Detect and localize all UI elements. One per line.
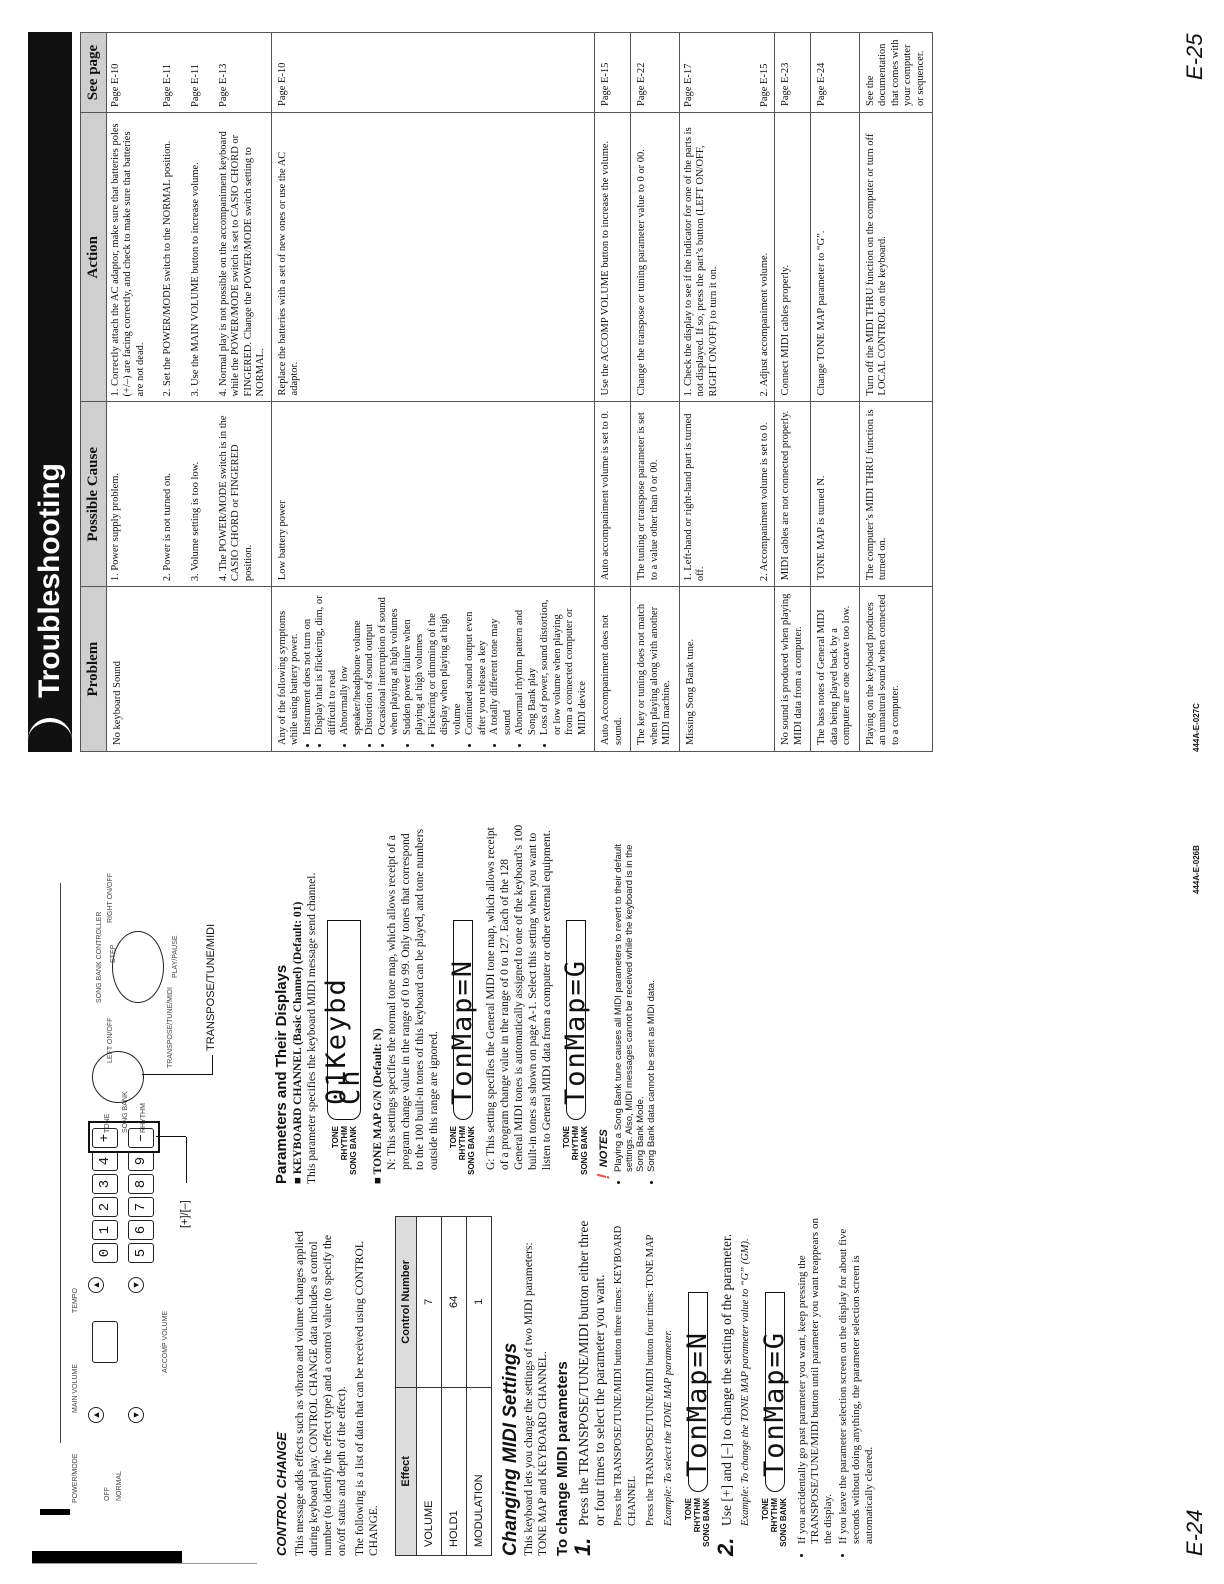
cause-entry: 1. Left-hand or right-hand part is turned off.: [682, 413, 706, 582]
column-header: Control Number: [396, 1217, 417, 1388]
lcd-display-example: [446, 822, 478, 1178]
list-item: • Occasional interruption of sound when playing at high volumes: [377, 593, 402, 735]
kbd-channel-title: ■ KEYBOARD CHANNEL (Basic Channel) (Default: 01): [292, 901, 304, 1184]
panel-mark: [40, 1509, 70, 1515]
panel-edge: [32, 1551, 182, 1563]
page-cell: [679, 33, 775, 113]
lcd-text: TonMap=G: [765, 1292, 785, 1492]
panel-top-edge: [42, 883, 61, 1443]
action-entry: 4. Normal play is not possible on the accompaniment keyboard while the POWER/MODE switch is set to CASIO CHORD or FINGERED. Change the POWER/MODE switch setting to NORMAL.: [217, 131, 266, 397]
column-header: Effect: [396, 1387, 417, 1555]
step-1: [570, 1216, 608, 1556]
page-cell: Page E-23: [775, 33, 811, 113]
callout-transpose: TRANSPOSE/TUNE/MIDI: [205, 923, 217, 1051]
step-text: Press the TRANSPOSE/TUNE/MIDI button either three or four times to select the parameter you want.: [576, 1220, 607, 1526]
parameters-heading: Parameters and Their Displays: [273, 964, 290, 1184]
mode-labels: [684, 1498, 711, 1550]
page-entry: Page E-17: [682, 63, 694, 108]
lcd-text: TonMap=N: [688, 1292, 708, 1492]
problem-cell: No sound is produced when playing MIDI data from a computer.: [775, 587, 811, 752]
page-entry: Page E-13: [217, 63, 229, 108]
control-change-table: [395, 1216, 492, 1556]
notes-heading: [597, 822, 611, 1184]
number-key[interactable]: 3: [92, 1174, 118, 1194]
column-header: Problem: [81, 587, 107, 752]
action-cell: Change the transpose or tuning parameter value to 0 or 00.: [631, 113, 680, 402]
number-key[interactable]: 7: [128, 1197, 154, 1217]
left-column: [275, 1216, 878, 1556]
number-cell: 7: [417, 1217, 442, 1388]
panel-label: RHYTHM: [140, 1103, 147, 1133]
mode-label: SONG BANK: [580, 1126, 589, 1175]
table-row: [859, 33, 933, 752]
callout-line: [156, 1136, 186, 1137]
list-item: • Continued sound output even after you release a key: [464, 593, 489, 735]
step-bullets: [796, 1216, 876, 1556]
step-number: 1.: [570, 1537, 595, 1556]
problem-cell: No keyboard Sound: [106, 587, 271, 752]
list-item: • Display that is flickering, dim, or difficult to read: [314, 593, 339, 735]
step1-note: Press the TRANSPOSE/TUNE/MIDI button four times: TONE MAP: [645, 1234, 656, 1526]
tone-map-title: ■ TONE MAP G/N (Default: N): [372, 1028, 384, 1184]
cause-entry: 2. Accompaniment volume is set to 0.: [758, 422, 770, 582]
action-cell: Connect MIDI cables properly.: [775, 113, 811, 402]
cause-cell: The computer’s MIDI THRU function is turned on.: [859, 402, 933, 587]
mode-label: RHYTHM: [693, 1498, 702, 1533]
page-cell: Page E-24: [811, 33, 860, 113]
panel-label: RIGHT ON/OFF: [107, 872, 114, 923]
panel-label: ACCOMP VOLUME: [162, 1310, 169, 1373]
document-code: 444A-E-027C: [1192, 703, 1201, 752]
step2-example: Example: To change the TONE MAP parameter value to “G” (GM).: [740, 1238, 751, 1526]
notes-list: [613, 822, 657, 1184]
callout-plus-minus: [+]/[–]: [179, 1200, 191, 1228]
number-key[interactable]: 6: [128, 1220, 154, 1240]
lcd-display-example: [758, 1216, 790, 1550]
troubleshooting-table: [80, 32, 933, 752]
table-row: [467, 1217, 492, 1556]
panel-label: PLAY/PAUSE: [172, 935, 179, 978]
action-cell: Change TONE MAP parameter to “G”.: [811, 113, 860, 402]
mode-labels: [331, 1126, 358, 1178]
problem-cell: The bass notes of General MIDI data being played back by a computer are one octave too low.: [811, 587, 860, 752]
cause-entry: 3. Volume setting is too low.: [189, 461, 201, 582]
control-change-body2: The following is a list of data that can be received using CONTROL CHANGE.: [354, 1241, 380, 1556]
number-cell: 1: [467, 1217, 492, 1388]
panel-label: TRANSPOSE/TUNE/MIDI: [167, 987, 174, 1068]
tone-map-n-desc: N: This settings specifies the normal tone map, which allows receipt of a program change value in the range of 0 to 99. Only tones that correspond to the 100 built-in tones of this keyboard can be played, and tone numbers outside this range are ignored.: [386, 828, 440, 1170]
mode-label: TONE: [761, 1498, 770, 1521]
panel-label: NORMAL: [116, 1471, 123, 1501]
number-key[interactable]: 1: [92, 1220, 118, 1240]
action-cell: Turn off the MIDI THRU function on the computer or turn off LOCAL CONTROL on the keyboard.: [859, 113, 933, 402]
table-row: [631, 33, 680, 752]
number-key[interactable]: 9: [128, 1151, 154, 1171]
table-row: [106, 33, 271, 752]
keyboard-panel-illustration: [32, 828, 257, 1564]
panel-label: STEP: [110, 944, 117, 963]
cause-entry: 2. Power is not turned on.: [161, 472, 173, 582]
column-header: See page: [81, 33, 107, 113]
cause-cell: [679, 402, 775, 587]
mode-label: TONE: [562, 1126, 571, 1149]
tempo-down-icon[interactable]: ▼: [128, 1277, 144, 1293]
panel-label: TEMPO: [72, 1288, 79, 1313]
page-cell: Page E-22: [631, 33, 680, 113]
list-item: • If you leave the parameter selection screen on the display for about five seconds without doing anything, the parameter selection screen is automatically cleared.: [837, 1216, 876, 1544]
step-2: [713, 1216, 738, 1556]
tempo-up-icon[interactable]: ▲: [88, 1277, 104, 1293]
cause-cell: MIDI cables are not connected properly.: [775, 402, 811, 587]
callout-line: [212, 1055, 213, 1075]
number-key[interactable]: 8: [128, 1174, 154, 1194]
page-entry: Page E-11: [161, 63, 173, 108]
page-entry: Page E-15: [758, 63, 770, 108]
cause-entry: 4. The POWER/MODE switch is in the CASIO CHORD or FINGERED position.: [217, 415, 254, 582]
problem-cell: Auto Accompaniment does not sound.: [595, 587, 631, 752]
right-column: [275, 822, 659, 1184]
callout-line: [142, 1074, 212, 1075]
mode-label: RHYTHM: [571, 1126, 580, 1161]
panel-label: SONG BANK CONTROLLER: [96, 911, 103, 1003]
step1-example: Example: To select the TONE MAP parameter.: [663, 1329, 674, 1526]
mode-select-pad[interactable]: [92, 1051, 144, 1103]
kbd-channel-desc: This parameter specifies the keyboard MIDI message send channel.: [306, 872, 318, 1184]
column-header: Possible Cause: [81, 402, 107, 587]
page-entry: Page E-10: [109, 63, 121, 108]
table-row: [417, 1217, 442, 1556]
number-key[interactable]: 5: [128, 1243, 154, 1263]
panel-label: OFF: [104, 1487, 111, 1501]
minus-key[interactable]: –: [128, 1128, 154, 1148]
page-cell: [106, 33, 271, 113]
control-change-heading: CONTROL CHANGE: [274, 1432, 289, 1556]
list-item: • Playing a Song Bank tune causes all MIDI parameters to revert to their default settings. Also, MIDI messages cannot be received while the keyboard is in the Song Bank Mode.: [613, 822, 646, 1172]
page-number: E-25: [1182, 33, 1207, 80]
main-volume-up-icon[interactable]: ▲: [88, 1407, 104, 1423]
action-entry: 1. Correctly attach the AC adaptor, make sure that batteries poles (+/–) are facing correctly, and check to make sure that batteries are not dead.: [109, 123, 146, 397]
mode-label: RHYTHM: [770, 1498, 779, 1533]
lcd-display-example: [559, 822, 591, 1178]
plus-key[interactable]: +: [92, 1128, 118, 1148]
song-bank-controller-pad[interactable]: [112, 931, 164, 1003]
mode-labels: [449, 1126, 476, 1178]
step1-note: Press the TRANSPOSE/TUNE/MIDI button three times: KEYBOARD CHANNEL: [613, 1225, 638, 1526]
number-cell: 64: [442, 1217, 467, 1388]
table-row: [775, 33, 811, 752]
document-code: 444A-E-026B: [1192, 845, 1201, 894]
action-cell: [679, 113, 775, 402]
problem-cell: Playing on the keyboard produces an unnatural sound when connected to a computer.: [859, 587, 933, 752]
cause-cell: [106, 402, 271, 587]
lcd-display-example: [681, 1216, 713, 1550]
page-cell: Page E-10: [271, 33, 595, 113]
symptom-list: [302, 593, 590, 745]
list-item: • Distortion of sound output: [364, 593, 377, 735]
lcd-display-example: [321, 822, 366, 1178]
action-entry: 1. Check the display to see if the indicator for one of the parts is not displayed. If so, press the part’s button (LEFT ON/OFF, RIGHT ON/OFF) to turn it on.: [682, 127, 719, 397]
lcd-text: TonMap=N: [453, 920, 473, 1120]
warning-icon: ❗: [598, 1170, 610, 1184]
problem-text: Any of the following symptoms while using battery power.: [276, 610, 300, 745]
plus-minus-highlight: [88, 1121, 160, 1153]
table-row: [442, 1217, 467, 1556]
problem-cell: [271, 587, 595, 752]
list-item: • A totally different tone may sound: [489, 593, 514, 735]
main-volume-down-icon[interactable]: ▼: [128, 1407, 144, 1423]
action-entry: 2. Adjust accompaniment volume.: [758, 252, 770, 397]
panel-label: MAIN VOLUME: [72, 1363, 79, 1413]
cause-cell: TONE MAP is turned N.: [811, 402, 860, 587]
changing-midi-intro: This keyboard lets you change the settings of two MIDI parameters: TONE MAP and KEYBOARD CHANNEL.: [523, 1242, 549, 1556]
changing-midi-heading: Changing MIDI Settings: [500, 1342, 521, 1556]
problem-cell: The key or tuning does not match when playing along with another MIDI machine.: [631, 587, 680, 752]
panel-label: POWER/MODE: [72, 1453, 79, 1503]
mode-labels: [761, 1498, 788, 1550]
action-entry: 3. Use the MAIN VOLUME button to increase volume.: [189, 162, 201, 397]
number-key[interactable]: 4: [92, 1151, 118, 1171]
mode-label: SONG BANK: [467, 1126, 476, 1175]
effect-cell: HOLD1: [442, 1387, 467, 1555]
mode-label: TONE: [330, 1126, 340, 1149]
page-entry: Page E-11: [189, 63, 201, 108]
notes-heading-text: NOTES: [598, 1129, 610, 1168]
effect-cell: VOLUME: [417, 1387, 442, 1555]
mode-label: SONG BANK: [779, 1498, 788, 1547]
table-row: [595, 33, 631, 752]
list-item: • Loss of power, sound distortion, or low volume when playing from a connected computer or MIDI device: [539, 593, 589, 735]
panel-label: TONE: [104, 1113, 111, 1133]
list-item: • Abnormal rhythm pattern and Song Bank play: [514, 593, 539, 735]
panel-label: SONG BANK: [122, 1091, 129, 1133]
mode-label: TONE: [449, 1126, 458, 1149]
list-item: • Sudden power failure when playing at high volumes: [402, 593, 427, 735]
action-cell: Use the ACCOMP VOLUME button to increase the volume.: [595, 113, 631, 402]
column-header: Action: [81, 113, 107, 402]
page-cell: Page E-15: [595, 33, 631, 113]
table-row: [811, 33, 860, 752]
list-item: • Flickering or dimming of the display when playing at high volume: [427, 593, 465, 735]
change-midi-subheading: To change MIDI parameters: [554, 1361, 571, 1556]
page-number: E-24: [1182, 1509, 1207, 1556]
step-number: 2.: [713, 1537, 738, 1556]
table-row: [271, 33, 595, 752]
cause-cell: Auto accompaniment volume is set to 0.: [595, 402, 631, 587]
list-item: • Abnormally low speaker/headphone volume: [339, 593, 364, 735]
callout-line: [186, 1137, 187, 1183]
title-arc-icon: [28, 718, 72, 752]
page-title: Troubleshooting: [33, 463, 66, 698]
tone-map-g-desc: G: This setting specifies the General MIDI tone map, which allows receipt of a program change value in the range of 0 to 127. Each of the 128 General MIDI tones is automatically assigned to one of the keyboard’s 100 built-in tones as shown on page A-1. Select this setting when you want to listen to General MIDI data from a computer or other external equipment.: [485, 824, 553, 1170]
mode-label: TONE: [684, 1498, 693, 1521]
number-key[interactable]: 0: [92, 1243, 118, 1263]
problem-cell: Missing Song Bank tune.: [679, 587, 775, 752]
mode-label: SONG BANK: [702, 1498, 711, 1547]
step-text: Use [+] and [–] to change the setting of the parameter.: [719, 1233, 734, 1526]
cause-cell: Low battery power: [271, 402, 595, 587]
list-item: • Song Bank data cannot be sent as MIDI data.: [646, 822, 657, 1172]
lcd-window: [92, 1321, 118, 1363]
lcd-text: TonMap=G: [566, 920, 586, 1120]
mode-label: RHYTHM: [458, 1126, 467, 1161]
action-cell: [106, 113, 271, 402]
number-key[interactable]: 2: [92, 1197, 118, 1217]
troubleshooting-title-bar: [28, 32, 72, 752]
mode-label: RHYTHM: [339, 1126, 349, 1161]
list-item: • If you accidentally go past parameter you want, keep pressing the TRANSPOSE/TUNE/MIDI button until parameter you want reappears on the display.: [796, 1216, 835, 1544]
action-cell: Replace the batteries with a set of new ones or use the AC adaptor.: [271, 113, 595, 402]
panel-label: LEFT ON/OFF: [107, 1017, 114, 1063]
mode-labels: [562, 1126, 589, 1178]
control-change-body: This message adds effects such as vibrato and volume changes applied during keyboard play. CONTROL CHANGE data includes a control number (to identify the effect type) and a control value (to specify the on/off status and depth of the effect).: [294, 1231, 348, 1556]
table-row: [679, 33, 775, 752]
cause-cell: The tuning or transpose parameter is set to a value other than 0 or 00.: [631, 402, 680, 587]
list-item: • Instrument does not turn on: [302, 593, 315, 735]
effect-cell: MODULATION: [467, 1387, 492, 1555]
cause-entry: 1. Power supply problem.: [109, 472, 121, 582]
page-cell: See the documentation that comes with your computer or sequencer.: [859, 33, 933, 113]
action-entry: 2. Set the POWER/MODE switch to the NORMAL position.: [161, 140, 173, 397]
lcd-text: 01Keybd Ch: [327, 920, 361, 1120]
mode-label: SONG BANK: [348, 1126, 358, 1175]
manual-page-e24: [0, 784, 1224, 1584]
